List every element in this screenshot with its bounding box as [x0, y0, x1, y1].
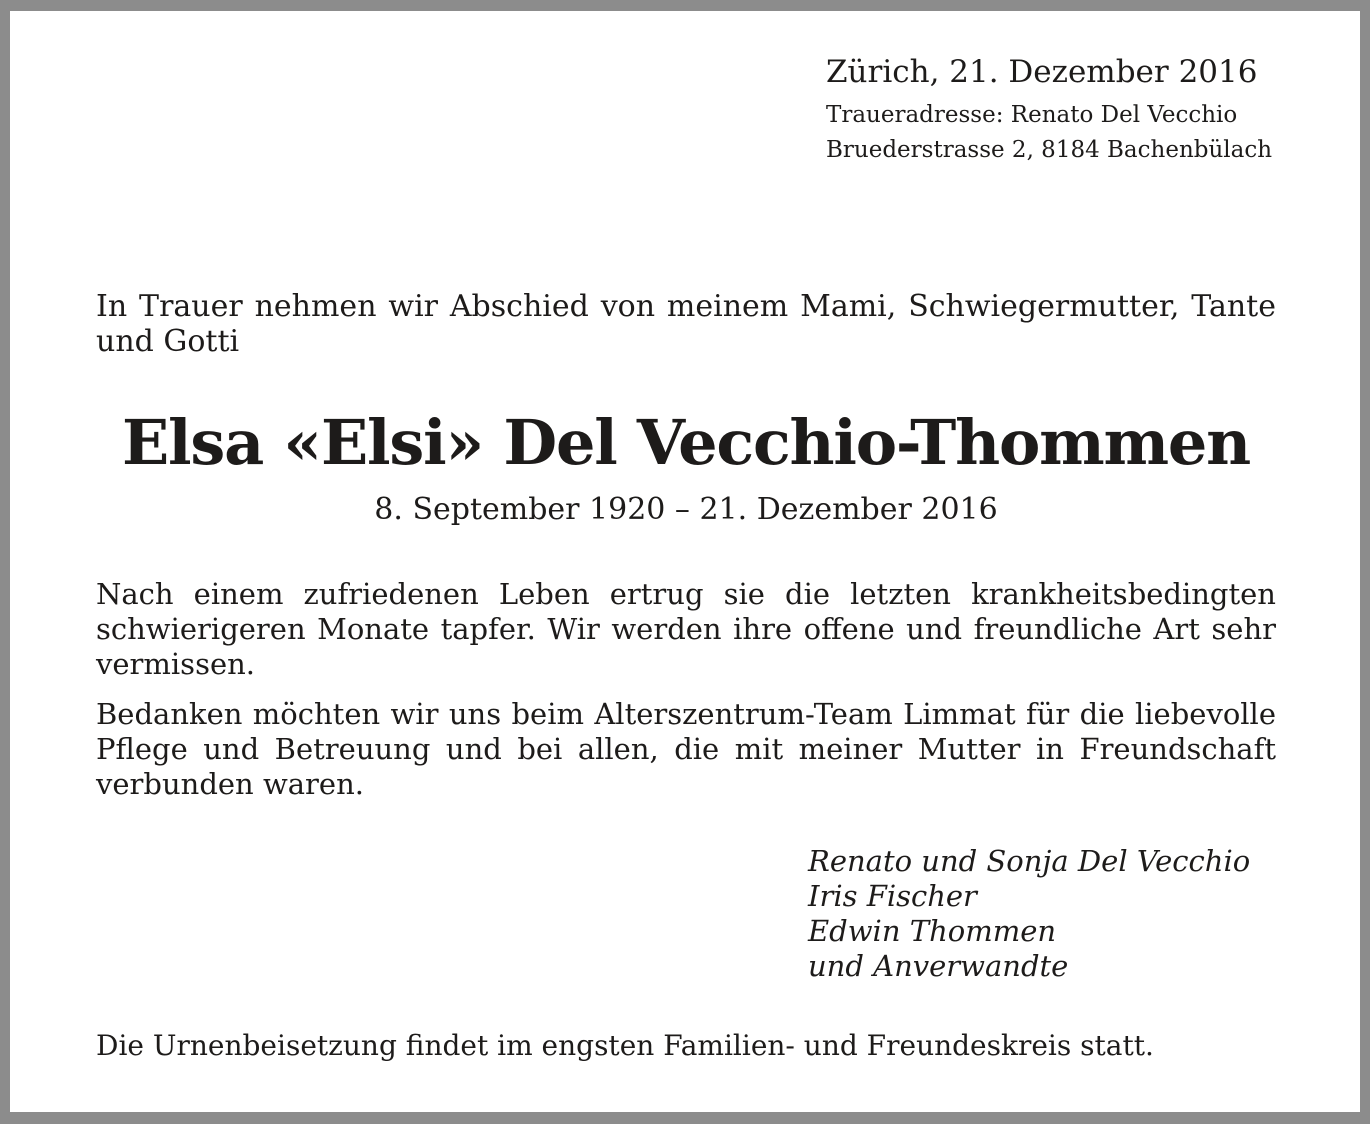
closing-note: Die Urnenbeisetzung findet im engsten Familien- und Freundeskreis statt.	[96, 1029, 1154, 1062]
mourning-address-street: Bruederstrasse 2, 8184 Bachenbülach	[826, 137, 1273, 163]
signature-line: und Anverwandte	[808, 949, 1069, 983]
intro-text: In Trauer nehmen wir Abschied von meinem Mami, Schwiegermutter, Tante und Gotti	[96, 289, 1276, 359]
lifespan-dates: 8. September 1920 – 21. Dezember 2016	[374, 492, 998, 527]
body-paragraph-1: Nach einem zufriedenen Leben ertrug sie die letzten krankheitsbedingten schwierigeren Monate tapfer. Wir werden ihre offene und freundliche Art sehr vermissen.	[96, 577, 1276, 681]
signature-line: Iris Fischer	[808, 879, 977, 913]
signatures	[808, 844, 1250, 984]
place-date: Zürich, 21. Dezember 2016	[826, 54, 1258, 90]
mourning-address-line: Traueradresse: Renato Del Vecchio	[826, 102, 1238, 128]
signature-line: Renato und Sonja Del Vecchio	[808, 844, 1251, 878]
body-paragraph-2: Bedanken möchten wir uns beim Alterszentrum-Team Limmat für die liebevolle Pflege und Betreuung und bei allen, die mit meiner Mutter in Freundschaft verbunden waren.	[96, 697, 1276, 801]
deceased-name: Elsa «Elsi» Del Vecchio-Thommen	[121, 406, 1251, 479]
signature-line: Edwin Thommen	[808, 914, 1057, 948]
